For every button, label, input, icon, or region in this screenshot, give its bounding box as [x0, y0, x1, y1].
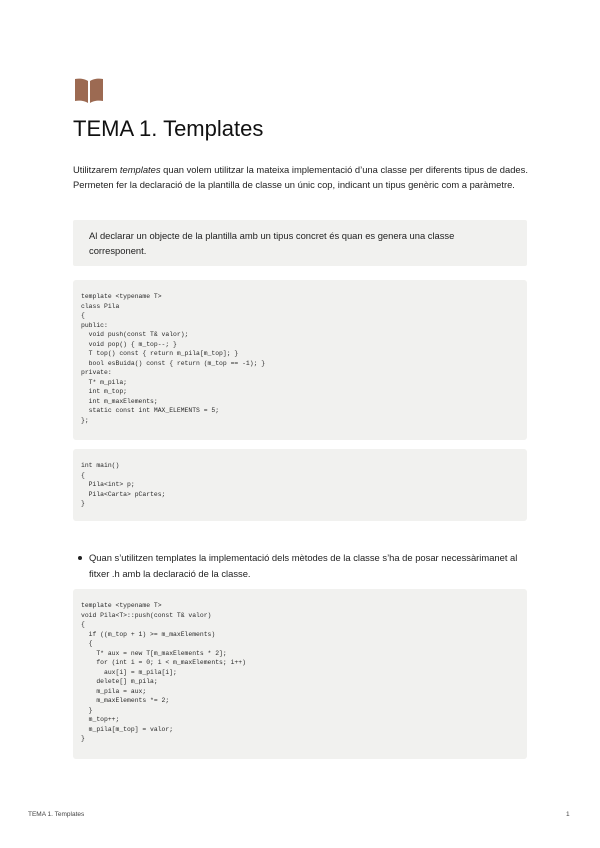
- intro-paragraph: [73, 162, 528, 192]
- bullet-dot-icon: [78, 556, 82, 560]
- code-block-main: int main() { Pila<int> p; Pila<Carta> pCartes; }: [73, 449, 527, 521]
- intro-text-after: quan volem utilitzar la mateixa implementació d’una classe per diferents tipus de dades. Permeten fer la declaració de la plantilla de classe un únic cop, indicant un tipus genèric com a paràmetre.: [73, 164, 528, 190]
- open-book-icon: [74, 78, 104, 103]
- bullet-list: [73, 550, 529, 582]
- callout-box: [73, 220, 527, 266]
- list-item-text: Quan s’utilitzen templates la implementació dels mètodes de la classe s’ha de posar necessàrimanet al fitxer .h amb la declaració de la classe.: [89, 552, 518, 579]
- code-block-push-implementation: template <typename T> void Pila<T>::push(const T& valor) { if ((m_top + 1) >= m_maxElements) { T* aux = new T[m_maxElements * 2]; for (int i = 0; i < m_maxElements; i++) aux[i] = m_pila[i]; delete[] m_pila; m_pila = aux; m_maxElements *= 2; } m_top++; m_pila[m_top] = valor; }: [73, 589, 527, 759]
- callout-text: Al declarar un objecte de la plantilla amb un tipus concret és quan es genera una classe corresponent.: [89, 230, 455, 256]
- footer-title: TEMA 1. Templates: [28, 811, 85, 818]
- code-block-class-declaration: template <typename T> class Pila { public: void push(const T& valor); void pop() { m_top--; } T top() const { return m_pila[m_top]; } bool esBuida() const { return (m_top == -1); } private: T* m_pila; int m_top; int m_maxElements; static const int MAX_ELEMENTS = 5; };: [73, 280, 527, 440]
- intro-text-before: Utilitzarem: [73, 164, 120, 175]
- intro-emphasis: templates: [119, 164, 161, 175]
- page-title: TEMA 1. Templates: [73, 116, 264, 141]
- list-item: [73, 550, 529, 582]
- footer-page-number: 1: [566, 811, 570, 818]
